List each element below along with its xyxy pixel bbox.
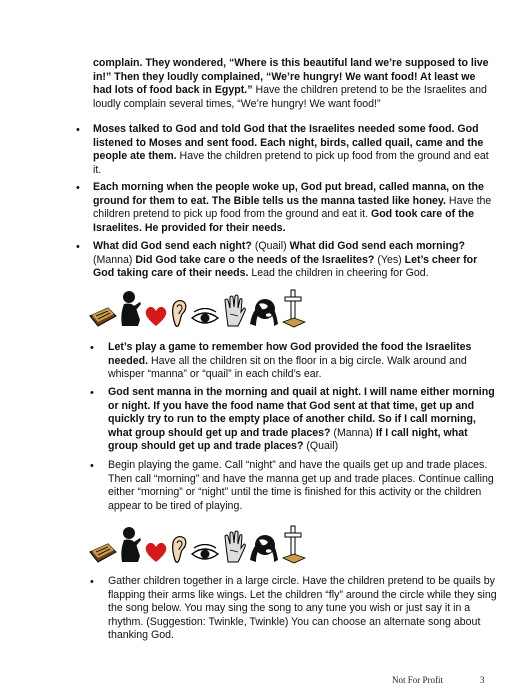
cross-icon [282,524,306,564]
bullet: • [90,387,94,399]
bullet: • [76,182,80,194]
ear-icon [170,534,188,564]
icon-row [88,524,306,564]
list-item: Gather children together in a large circle. Have the children pretend to be quails by flapping their arms like wings. Let the children “fly” around the circle while they sing the song below. You may sing the song to any tune you wish or just say it in a rhythm. (Suggestion: Twinkle, Twinkle) You can choose an alternate song about thanking God. [108,575,497,642]
page-number: 3 [480,675,485,685]
heart-icon [144,540,168,564]
globe-hands-icon [248,294,280,328]
list-item: God sent manna in the morning and quail at night. I will name either morning or night. If you have the food name that God sent at that time, get up and quickly try to run to the empty place of another child. So if I call morning, what group should get up and trade places? (Manna) If I call night, what group should get up and trade places? (Quail) [108,386,495,453]
list-item: What did God send each night? (Quail) What did God send each morning? (Manna) Did God take care o the needs of the Israelites? (Yes) Let’s cheer for God taking care of their needs. Lead the children in cheering for God. [93,240,478,280]
praying-person-icon [120,290,142,328]
bible-icon [88,294,118,328]
list-item: Let’s play a game to remember how God provided the food the Israelites needed. Have all the children sit on the floor in a big circle. Walk around and whisper “manna” or “quail” in each child’s ear. [108,341,472,381]
heart-icon [144,304,168,328]
list-item: Begin playing the game. Call “night” and have the quails get up and trade places. Then call “morning” and have the manna get up and trade places. Continue calling either “morning” or “night” until the time is finished for this activity or the children appear to be tired of playing. [108,459,494,512]
hand-icon [222,530,246,564]
footer-text: Not For Profit [392,675,444,685]
ear-icon [170,298,188,328]
bullet: • [90,576,94,588]
praying-person-icon [120,526,142,564]
bullet: • [90,460,94,472]
list-item: Moses talked to God and told God that the Israelites needed some food. God listened to Moses and sent food. Each night, birds, called quail, came and the people ate them. Have the children pretend to pick up food from the ground and eat it. [93,123,489,176]
bullet: • [76,124,80,136]
intro-paragraph: complain. They wondered, “Where is this beautiful land we’re supposed to live in!” Then they loudly complained, “We’re hungry! We want food! At least we had lots of food back in Egypt.” Have the children pretend to be the Israelites and loudly complain several times, “We’re hungry! We want food!” [93,57,489,110]
eye-icon [190,308,220,328]
cross-icon [282,288,306,328]
bible-icon [88,530,118,564]
bullet: • [76,241,80,253]
globe-hands-icon [248,530,280,564]
hand-icon [222,294,246,328]
eye-icon [190,544,220,564]
list-item: Each morning when the people woke up, God put bread, called manna, on the ground for them to eat. The Bible tells us the manna tasted like honey. Have the children pretend to pick up food from the ground and eat it. God took care of the Israelites. He provided for their needs. [93,181,492,234]
bullet: • [90,342,94,354]
icon-row [88,288,306,328]
